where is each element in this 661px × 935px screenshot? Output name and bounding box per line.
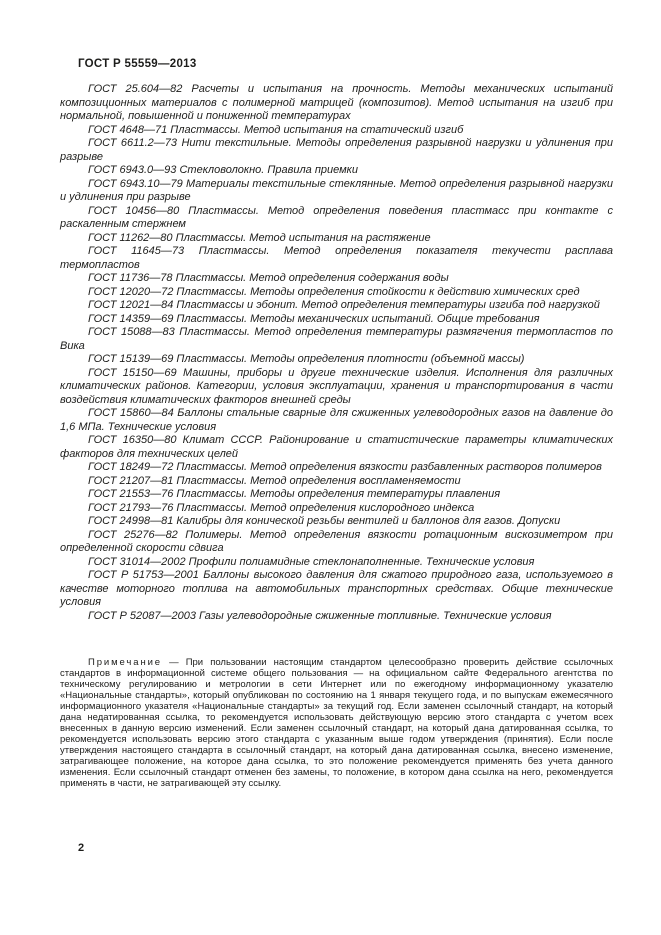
reference-item: ГОСТ 6943.10—79 Материалы текстильные стеклянные. Метод определения разрывной нагрузки и удлинения при разрыве bbox=[60, 177, 613, 203]
reference-item: ГОСТ 21793—76 Пластмассы. Метод определения кислородного индекса bbox=[88, 501, 475, 514]
reference-item: ГОСТ 31014—2002 Профили полиамидные стеклонаполненные. Технические условия bbox=[88, 555, 535, 568]
reference-item: ГОСТ 18249—72 Пластмассы. Метод определения вязкости разбавленных растворов полимеров bbox=[88, 461, 602, 473]
running-header: ГОСТ Р 55559—2013 bbox=[78, 58, 197, 70]
reference-item: ГОСТ 10456—80 Пластмассы. Метод определения поведения пластмасс при контакте с раскаленным стержнем bbox=[60, 204, 613, 230]
reference-item: ГОСТ 15088—83 Пластмассы. Метод определения температуры размягчения термопластов по Вика bbox=[60, 326, 613, 352]
reference-item: ГОСТ 11736—78 Пластмассы. Метод определения содержания воды bbox=[88, 272, 449, 284]
reference-item: ГОСТ 15860—84 Баллоны стальные сварные для сжиженных углеводородных газов на давление до 1,6 МПа. Технические условия bbox=[60, 407, 613, 433]
reference-item: ГОСТ 21207—81 Пластмассы. Метод определения воспламеняемости bbox=[88, 474, 461, 487]
references-list bbox=[60, 83, 613, 623]
reference-item: ГОСТ Р 52087—2003 Газы углеводородные сжиженные топливные. Технические условия bbox=[88, 609, 552, 622]
reference-item: ГОСТ 25.604—82 Расчеты и испытания на прочность. Методы механических испытаний композиционных материалов с полимерной матрицей (композитов). Метод испытания на изгиб при нормальной, повышенной и пониженной температурах bbox=[60, 83, 613, 122]
reference-item: ГОСТ 15139—69 Пластмассы. Методы определения плотности (объемной массы) bbox=[88, 353, 525, 365]
reference-item: ГОСТ 6943.0—93 Стекловолокно. Правила приемки bbox=[88, 164, 358, 176]
note-label: Примечание bbox=[88, 657, 162, 668]
reference-item: ГОСТ 4648—71 Пластмассы. Метод испытания на статический изгиб bbox=[88, 123, 464, 136]
reference-item: ГОСТ 11645—73 Пластмассы. Метод определения показателя текучести расплава термопластов bbox=[60, 245, 613, 271]
reference-item: ГОСТ 21553—76 Пластмассы. Методы определения температуры плавления bbox=[88, 488, 501, 500]
note-text: При пользовании настоящим стандартом целесообразно проверить действие ссылочных стандартов в информационной системе общего пользования — на официальном сайте Федерального агентства по техническому регулированию и метрологии в сети Интернет или по ежегодному информационному указателю «Национальные стандарты», который опубликован по состоянию на 1 января текущего года, и по выпускам ежемесячного информационного указателя «Национальные стандарты» за текущий год. Если заменен ссылочный стандарт, на который дана недатированная ссылка, то рекомендуется использовать действующую версию этого стандарта с учетом всех внесенных в данную версию изменений. Если заменен ссылочный стандарт, на который дана датированная ссылка, то рекомендуется использовать версию этого стандарта с указанным выше годом утверждения (принятия). Если после утверждения настоящего стандарта в ссылочный стандарт, на который дана датированная ссылка, внесено изменение, затрагивающее положение, на которое дана ссылка, то это положение рекомендуется применять без учета данного изменения. Если ссылочный стандарт отменен без замены, то положение, в котором дана ссылка на него, рекомендуется применять в части, не затрагивающей эту ссылку. bbox=[60, 657, 613, 789]
reference-item: ГОСТ 12021—84 Пластмассы и эбонит. Метод определения температуры изгиба под нагрузкой bbox=[88, 299, 600, 311]
reference-item: ГОСТ 25276—82 Полимеры. Метод определения вязкости ротационным вискозиметром при определенной скорости сдвига bbox=[60, 528, 613, 554]
note-paragraph bbox=[60, 657, 613, 789]
reference-item: ГОСТ 24998—81 Калибры для конической резьбы вентилей и баллонов для газов. Допуски bbox=[88, 515, 561, 527]
page-number: 2 bbox=[78, 842, 85, 854]
note-block bbox=[60, 657, 613, 789]
reference-item: ГОСТ 16350—80 Климат СССР. Районирование и статистические параметры климатических факторов для технических целей bbox=[60, 434, 613, 460]
reference-item: ГОСТ 14359—69 Пластмассы. Методы механических испытаний. Общие требования bbox=[88, 312, 540, 325]
reference-item: ГОСТ Р 51753—2001 Баллоны высокого давления для сжатого природного газа, используемого в качестве моторного топлива на автомобильных транспортных средствах. Общие технические условия bbox=[60, 569, 613, 608]
note-separator: — bbox=[162, 657, 186, 668]
reference-item: ГОСТ 12020—72 Пластмассы. Методы определения стойкости к действию химических сред bbox=[88, 285, 580, 298]
reference-item: ГОСТ 15150—69 Машины, приборы и другие технические изделия. Исполнения для различных климатических районов. Категории, условия эксплуатации, хранения и транспортирования в части воздействия климатических факторов внешней среды bbox=[60, 366, 613, 406]
reference-item: ГОСТ 11262—80 Пластмассы. Метод испытания на растяжение bbox=[88, 231, 431, 244]
reference-item: ГОСТ 6611.2—73 Нити текстильные. Методы определения разрывной нагрузки и удлинения при разрыве bbox=[60, 137, 613, 163]
